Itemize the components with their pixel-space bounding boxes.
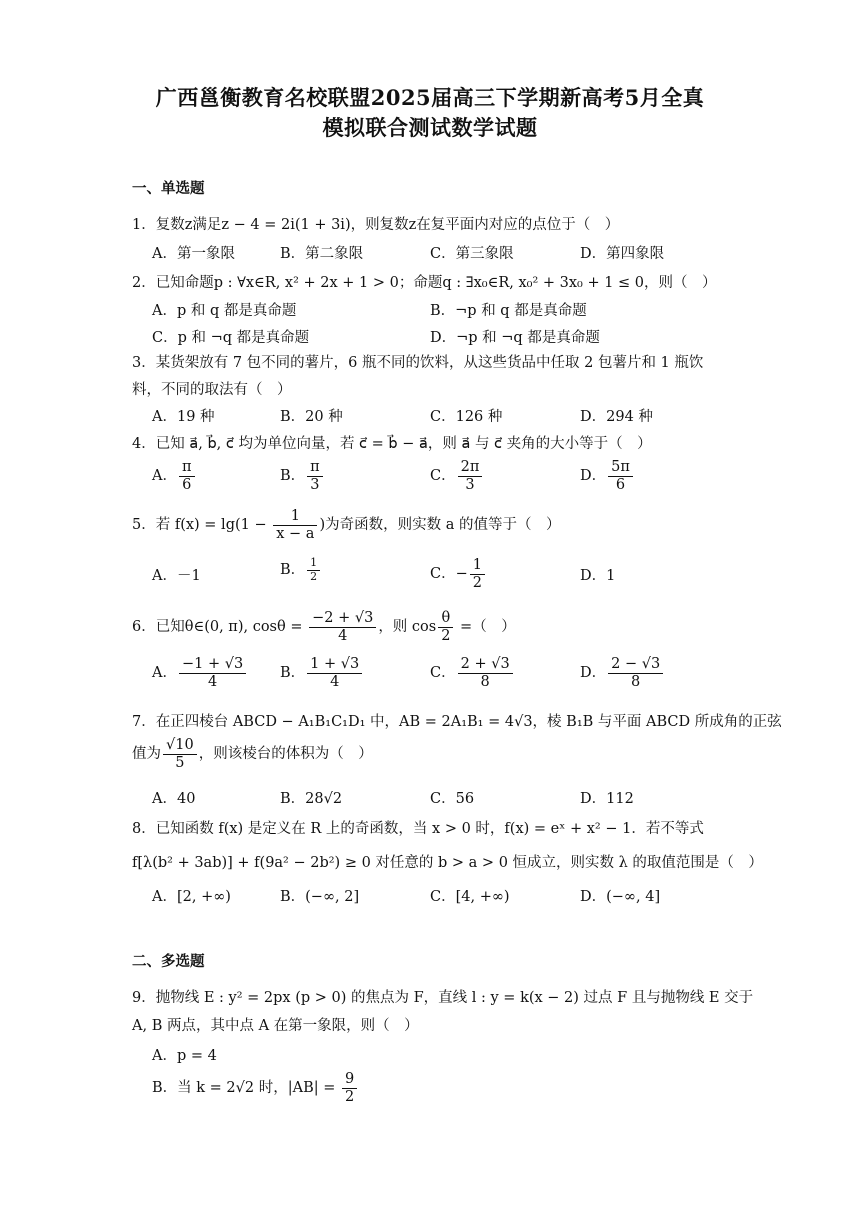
page-title-line1: 广西邕衡教育名校联盟2025届高三下学期新高考5月全真: [155, 85, 705, 110]
q1-option-d[interactable]: D．第四象限: [580, 246, 665, 262]
q5-option-b[interactable]: [280, 557, 322, 583]
fraction: [608, 459, 633, 493]
q5-option-a[interactable]: A．－1: [152, 568, 201, 584]
q6-option-d[interactable]: [580, 656, 665, 690]
q7-option-d[interactable]: D．112: [580, 791, 634, 807]
q2-option-b[interactable]: B．¬p 和 q 都是真命题: [430, 303, 587, 319]
q7-option-b[interactable]: B．28√2: [280, 791, 343, 807]
q3-option-c[interactable]: C．126 种: [430, 409, 503, 425]
q9-option-a[interactable]: A．p = 4: [152, 1048, 217, 1064]
denominator: 2: [310, 569, 318, 583]
denominator: 5: [175, 754, 185, 771]
fraction: [307, 459, 323, 493]
q9-option-b[interactable]: [152, 1071, 359, 1105]
denominator: x − a: [276, 525, 315, 542]
q8-option-d[interactable]: D．(−∞, 4]: [580, 889, 661, 905]
q3-option-d[interactable]: D．294 种: [580, 409, 653, 425]
fraction: [438, 610, 453, 644]
numerator: π: [179, 459, 195, 477]
option-label: B．: [280, 562, 306, 579]
fraction: [179, 656, 246, 690]
stem-text: ，则 cos: [378, 619, 437, 636]
fraction: [458, 656, 513, 690]
q7-option-a[interactable]: A．40: [152, 791, 196, 807]
numerator: 1: [470, 557, 485, 575]
question-7-stem-line1: 7．在正四棱台 ABCD − A₁B₁C₁D₁ 中，AB = 2A₁B₁ = 4√3，棱 B₁B 与平面 ABCD 所成角的正弦: [132, 714, 782, 730]
q7-option-c[interactable]: C．56: [430, 791, 475, 807]
fraction: [342, 1071, 357, 1105]
question-9-stem-line1: 9．抛物线 E : y² = 2px (p > 0) 的焦点为 F，直线 l : y = k(x − 2) 过点 F 且与抛物线 E 交于: [132, 990, 754, 1006]
numerator: 1: [307, 557, 320, 571]
question-2-stem: 2．已知命题p : ∀x∈R, x² + 2x + 1 > 0；命题q : ∃x₀∈R, x₀² + 3x₀ + 1 ≤ 0，则（ ）: [132, 275, 717, 291]
option-label: C．−: [430, 566, 468, 583]
numerator: √10: [163, 737, 197, 755]
stem-text: 值为: [132, 746, 161, 763]
denominator: 2: [472, 574, 482, 591]
denominator: 2: [441, 627, 451, 644]
denominator: 8: [631, 673, 641, 690]
numerator: θ: [438, 610, 453, 628]
stem-text: )为奇函数，则实数 a 的值等于（ ）: [319, 517, 561, 534]
denominator: 6: [615, 476, 626, 493]
q2-option-a[interactable]: A．p 和 q 都是真命题: [152, 303, 297, 319]
fraction: [458, 459, 483, 493]
denominator: 4: [330, 673, 340, 690]
q8-option-b[interactable]: B．(−∞, 2]: [280, 889, 360, 905]
option-label: D．: [580, 468, 607, 485]
q2-option-c[interactable]: C．p 和 ¬q 都是真命题: [152, 330, 310, 346]
section-heading-multi-choice: 二、多选题: [132, 953, 205, 970]
option-label: A．: [152, 468, 177, 485]
section-heading-single-choice: 一、单选题: [132, 180, 205, 197]
question-8-stem-line2: f[λ(b² + 3ab)] + f(9a² − 2b²) ≥ 0 对任意的 b > a > 0 恒成立，则实数 λ 的取值范围是（ ）: [132, 855, 763, 871]
question-4-stem: 4．已知 a⃗, b⃗, c⃗ 均为单位向量，若 c⃗ = b⃗ − a⃗，则 a⃗ 与 c⃗ 夹角的大小等于（ ）: [132, 436, 652, 452]
numerator: 1: [273, 508, 317, 526]
q5-option-d[interactable]: D．1: [580, 568, 616, 584]
numerator: 2 + √3: [458, 656, 513, 674]
numerator: π: [307, 459, 323, 477]
question-3-stem-line1: 3．某货架放有 7 包不同的薯片，6 瓶不同的饮料，从这些货品中任取 2 包薯片和 1 瓶饮: [132, 355, 704, 371]
denominator: 2: [344, 1088, 355, 1105]
numerator: 9: [342, 1071, 357, 1089]
numerator: 2π: [458, 459, 483, 477]
stem-text: 5．若 f(x) = lg(1 −: [132, 517, 272, 534]
q4-option-d[interactable]: [580, 459, 635, 493]
option-label: C．: [430, 665, 456, 682]
q4-option-a[interactable]: [152, 459, 197, 493]
denominator: 4: [207, 673, 218, 690]
numerator: −2 + √3: [309, 610, 376, 628]
question-9-stem-line2: A, B 两点，其中点 A 在第一象限，则（ ）: [132, 1018, 419, 1034]
numerator: −1 + √3: [179, 656, 246, 674]
option-label: B．当 k = 2√2 时，|AB| =: [152, 1080, 340, 1097]
option-label: B．: [280, 468, 306, 485]
stem-text: ，则该棱台的体积为（ ）: [198, 746, 373, 763]
question-8-stem-line1: 8．已知函数 f(x) 是定义在 R 上的奇函数，当 x > 0 时，f(x) = eˣ + x² − 1．若不等式: [132, 821, 704, 837]
numerator: 2 − √3: [608, 656, 663, 674]
q3-option-b[interactable]: B．20 种: [280, 409, 343, 425]
fraction: [309, 610, 376, 644]
fraction: [470, 557, 485, 591]
q4-option-c[interactable]: [430, 459, 484, 493]
question-3-stem-line2: 料，不同的取法有（ ）: [132, 382, 292, 398]
q6-option-b[interactable]: [280, 656, 364, 690]
numerator: 1 + √3: [307, 656, 362, 674]
fraction: [307, 656, 362, 690]
question-6-stem: [132, 610, 516, 644]
q3-option-a[interactable]: A．19 种: [152, 409, 215, 425]
fraction: [307, 557, 320, 583]
q5-option-c[interactable]: [430, 557, 487, 591]
question-5-stem: [132, 508, 560, 542]
denominator: 4: [338, 627, 348, 644]
q6-option-c[interactable]: [430, 656, 515, 690]
q4-option-b[interactable]: [280, 459, 325, 493]
option-label: B．: [280, 665, 306, 682]
option-label: A．: [152, 665, 177, 682]
stem-text: =（ ）: [455, 619, 516, 636]
q2-option-d[interactable]: D．¬p 和 ¬q 都是真命题: [430, 330, 600, 346]
denominator: 3: [465, 476, 475, 493]
q1-option-b[interactable]: B．第二象限: [280, 246, 364, 262]
denominator: 3: [310, 476, 320, 493]
question-1-stem: 1．复数z满足z − 4 = 2i(1 + 3i)，则复数z在复平面内对应的点位于（ ）: [132, 217, 620, 233]
stem-text: 6．已知θ∈(0, π), cosθ =: [132, 619, 308, 636]
fraction: [179, 459, 195, 493]
denominator: 8: [480, 673, 490, 690]
fraction: [273, 508, 317, 542]
page-title-line2: 模拟联合测试数学试题: [322, 115, 538, 140]
fraction: [163, 737, 197, 771]
denominator: 6: [182, 476, 192, 493]
q8-option-c[interactable]: C．[4, +∞): [430, 889, 510, 905]
fraction: [608, 656, 663, 690]
q1-option-c[interactable]: C．第三象限: [430, 246, 514, 262]
question-7-stem-line2: [132, 737, 373, 771]
q6-option-a[interactable]: [152, 656, 248, 690]
numerator: 5π: [608, 459, 633, 477]
option-label: D．: [580, 665, 607, 682]
q8-option-a[interactable]: A．[2, +∞): [152, 889, 231, 905]
q1-option-a[interactable]: A．第一象限: [152, 246, 235, 262]
option-label: C．: [430, 468, 456, 485]
